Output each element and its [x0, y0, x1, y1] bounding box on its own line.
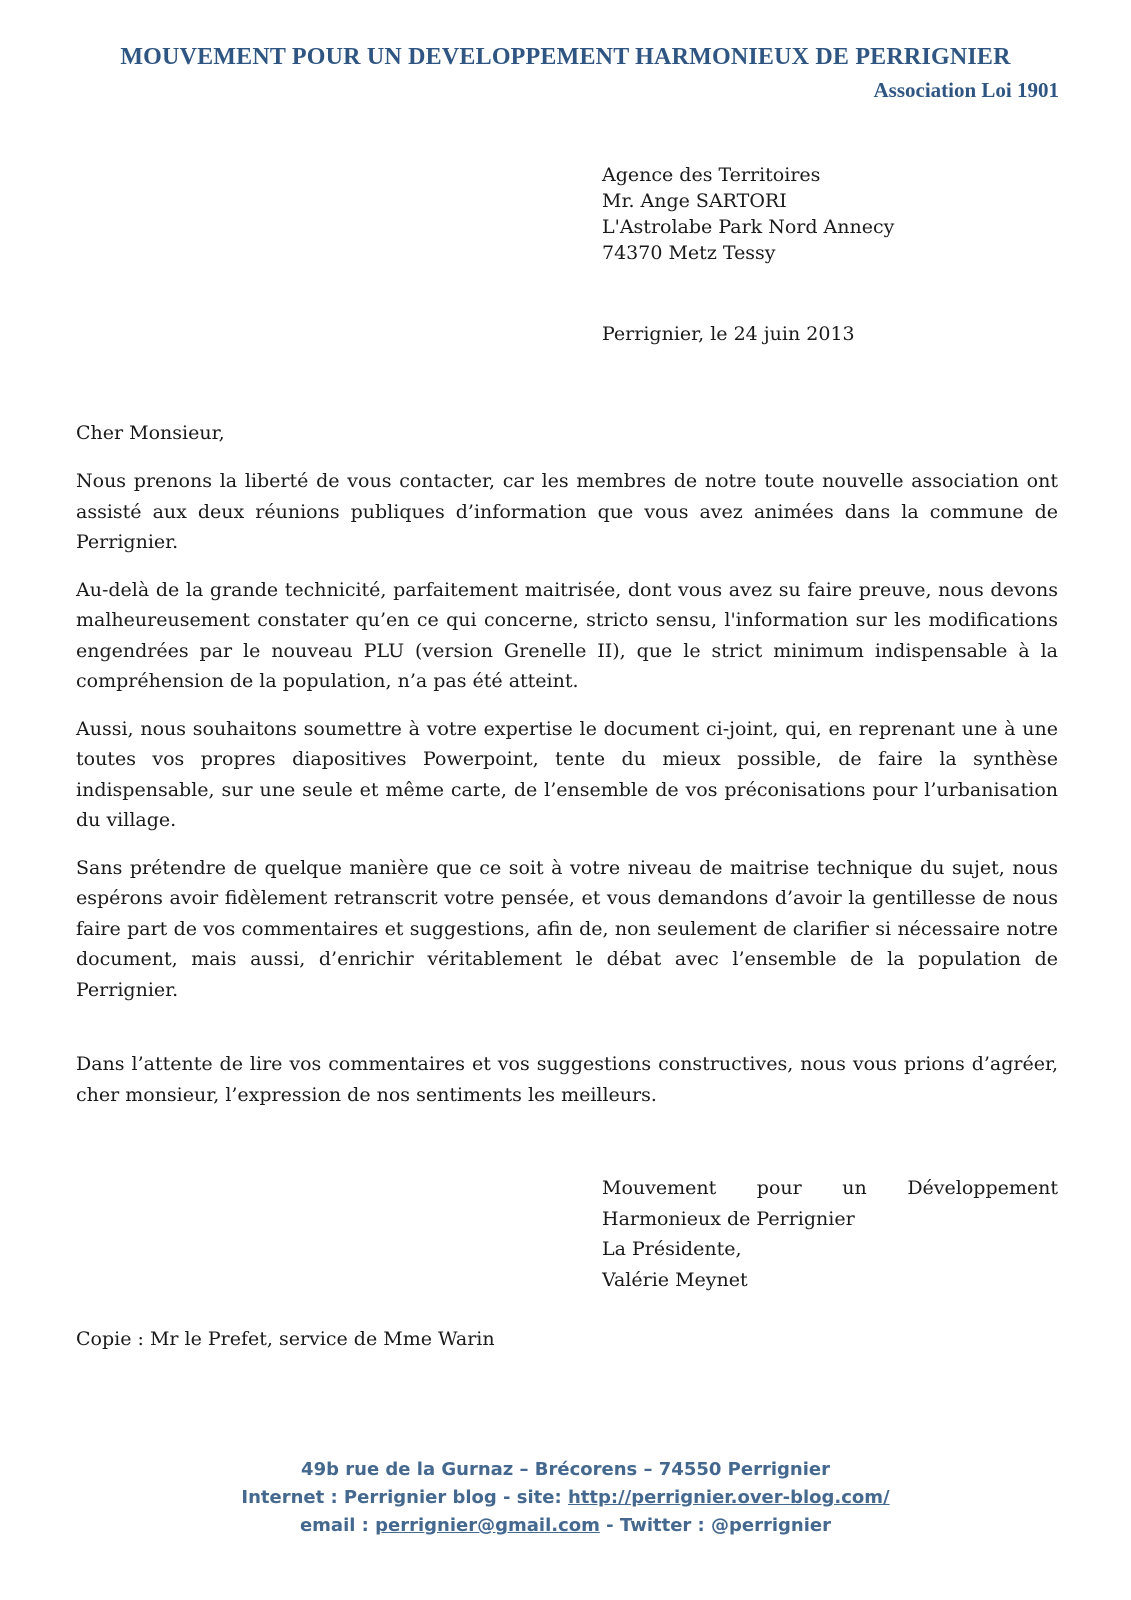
signature-name: Valérie Meynet	[602, 1268, 748, 1291]
letter-date: Perrignier, le 24 juin 2013	[602, 323, 855, 345]
recipient-line: Agence des Territoires	[602, 164, 821, 186]
body-paragraph: Sans prétendre de quelque manière que ce soit à votre niveau de maitrise technique du sujet, nous espérons avoir fidèlement retranscrit votre pensée, et vous demandons d’avoir la gentillesse de nous faire part de vos commentaires et suggestions, afin de, non seulement de clarifier si nécessaire notre document, mais aussi, d’enrichir véritablement le débat avec l’ensemble de la population de Perrignier.	[76, 856, 1058, 1001]
salutation: Cher Monsieur,	[76, 422, 225, 444]
signature-organization: Mouvement pour un Développement Harmonieux de Perrignier	[602, 1177, 1058, 1230]
signature-role: La Présidente,	[602, 1238, 742, 1260]
signature-block	[602, 1173, 1058, 1295]
letter-body	[76, 466, 1058, 1022]
body-paragraph: Au-delà de la grande technicité, parfaitement maitrisée, dont vous avez su faire preuve, nous devons malheureusement constater qu’en ce qui concerne, stricto sensu, l'information sur les modifications engendrées par le nouveau PLU (version Grenelle II), que le strict minimum indispensable à la compréhension de la population, n’a pas été atteint.	[76, 578, 1058, 692]
recipient-line: 74370 Metz Tessy	[602, 242, 776, 264]
footer-internet-line	[0, 1484, 1131, 1512]
email-link[interactable]: perrignier@gmail.com	[375, 1515, 600, 1536]
footer-address: 49b rue de la Gurnaz – Brécorens – 74550 Perrignier	[301, 1459, 830, 1480]
recipient-address	[602, 162, 894, 266]
body-paragraph: Nous prenons la liberté de vous contacter, car les membres de notre toute nouvelle association ont assisté aux deux réunions publiques d’information que vous avez animées dans la commune de Perrignier.	[76, 470, 1058, 553]
recipient-line: Mr. Ange SARTORI	[602, 190, 787, 212]
site-link[interactable]: http://perrignier.over-blog.com/	[567, 1487, 890, 1508]
footer-twitter-label: - Twitter :	[599, 1515, 712, 1536]
twitter-handle: @perrignier	[711, 1515, 832, 1536]
letterhead-subtitle: Association Loi 1901	[873, 78, 1059, 102]
recipient-line: L'Astrolabe Park Nord Annecy	[602, 216, 895, 238]
letterhead-title: MOUVEMENT POUR UN DEVELOPPEMENT HARMONIEUX DE PERRIGNIER	[120, 44, 1011, 70]
footer-email-label: email :	[299, 1515, 376, 1536]
footer-contact-line	[0, 1512, 1131, 1540]
copy-notice: Copie : Mr le Prefet, service de Mme Warin	[76, 1328, 495, 1350]
body-paragraph: Aussi, nous souhaitons soumettre à votre expertise le document ci-joint, qui, en reprenant une à une toutes vos propres diapositives Powerpoint, tente du mieux possible, de faire la synthèse indispensable, sur une seule et même carte, de l’ensemble de vos préconisations pour l’urbanisation du village.	[76, 717, 1058, 831]
footer-internet-label: Internet : Perrignier blog - site:	[241, 1487, 568, 1508]
closing-paragraph: Dans l’attente de lire vos commentaires et vos suggestions constructives, nous vous prions d’agréer, cher monsieur, l’expression de nos sentiments les meilleurs.	[76, 1053, 1058, 1106]
footer	[0, 1456, 1131, 1540]
